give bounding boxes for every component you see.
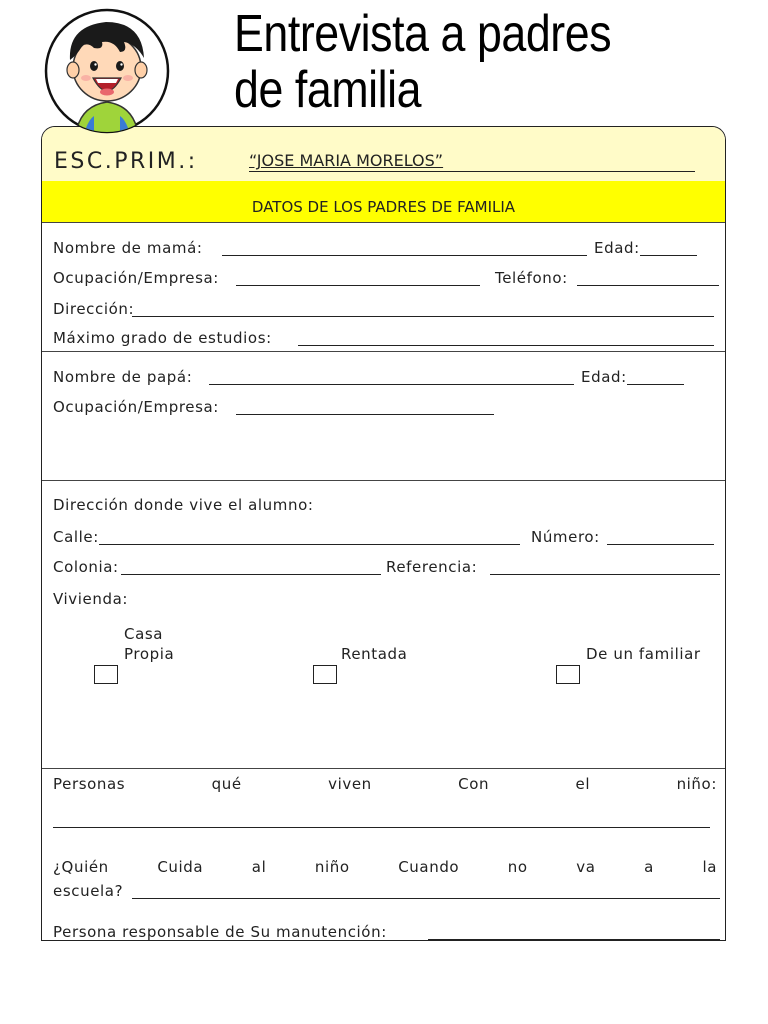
caregiver-word: ¿Quién: [53, 858, 109, 876]
caregiver-label: [53, 858, 717, 876]
reference-field[interactable]: [490, 574, 720, 575]
father-age-label: Edad:: [581, 368, 627, 386]
number-field[interactable]: [607, 544, 714, 545]
responsible-label: Persona responsable de Su manutención:: [53, 923, 387, 941]
street-label: Calle:: [53, 528, 99, 546]
caregiver-word: al: [251, 858, 267, 876]
interview-form: [41, 126, 726, 941]
housing-rented-checkbox[interactable]: [313, 665, 337, 684]
mother-address-label: Dirección:: [53, 300, 135, 318]
divider: [42, 351, 725, 352]
mother-name-field[interactable]: [222, 255, 587, 256]
caregiver-word: Cuida: [157, 858, 204, 876]
title-line-1: Entrevista a padres: [234, 5, 612, 63]
father-age-field[interactable]: [627, 384, 684, 385]
colony-label: Colonia:: [53, 558, 119, 576]
people-word: viven: [328, 775, 372, 793]
people-word: qué: [211, 775, 242, 793]
school-name-field[interactable]: “JOSE MARIA MORELOS”: [249, 151, 695, 172]
mother-name-label: Nombre de mamá:: [53, 239, 203, 257]
people-word: niño:: [676, 775, 717, 793]
reference-label: Referencia:: [386, 558, 478, 576]
school-label: ESC.PRIM.:: [54, 149, 198, 174]
mother-occupation-label: Ocupación/Empresa:: [53, 269, 219, 287]
mother-age-field[interactable]: [640, 255, 697, 256]
street-field[interactable]: [99, 544, 520, 545]
housing-own-label-line1: Casa: [124, 625, 164, 643]
people-living-field[interactable]: [53, 827, 710, 828]
people-word: Personas: [53, 775, 126, 793]
father-occupation-field[interactable]: [236, 414, 494, 415]
father-name-label: Nombre de papá:: [53, 368, 193, 386]
mother-occupation-field[interactable]: [236, 285, 480, 286]
caregiver-field[interactable]: [132, 898, 720, 899]
father-name-field[interactable]: [209, 384, 574, 385]
housing-label: Vivienda:: [53, 590, 129, 608]
father-occupation-label: Ocupación/Empresa:: [53, 398, 219, 416]
mother-education-label: Máximo grado de estudios:: [53, 329, 272, 347]
divider: [42, 768, 725, 769]
cartoon-boy-avatar-icon: [44, 8, 170, 134]
caregiver-word: va: [576, 858, 596, 876]
people-word: el: [575, 775, 591, 793]
mother-education-field[interactable]: [298, 345, 714, 346]
student-address-heading: Dirección donde vive el alumno:: [53, 496, 314, 514]
caregiver-label-cont: escuela?: [53, 882, 124, 900]
divider: [42, 480, 725, 481]
housing-family-checkbox[interactable]: [556, 665, 580, 684]
mother-address-field[interactable]: [132, 316, 714, 317]
caregiver-word: la: [702, 858, 717, 876]
mother-age-label: Edad:: [594, 239, 640, 257]
caregiver-word: no: [507, 858, 528, 876]
mother-phone-label: Teléfono:: [495, 269, 568, 287]
people-word: Con: [458, 775, 490, 793]
caregiver-word: a: [644, 858, 654, 876]
section-header: DATOS DE LOS PADRES DE FAMILIA: [42, 181, 725, 223]
responsible-field[interactable]: [428, 939, 720, 940]
number-label: Número:: [531, 528, 600, 546]
school-band: [42, 127, 725, 182]
title-line-2: de familia: [234, 61, 422, 119]
colony-field[interactable]: [121, 574, 381, 575]
page-title: [234, 6, 611, 118]
housing-rented-label: Rentada: [341, 645, 408, 663]
people-living-label: [53, 775, 717, 793]
housing-own-checkbox[interactable]: [94, 665, 118, 684]
mother-phone-field[interactable]: [577, 285, 719, 286]
housing-family-label: De un familiar: [586, 645, 701, 663]
housing-own-label: [124, 624, 174, 664]
caregiver-word: niño: [314, 858, 350, 876]
housing-own-label-line2: Propia: [124, 645, 175, 663]
caregiver-word: Cuando: [398, 858, 460, 876]
